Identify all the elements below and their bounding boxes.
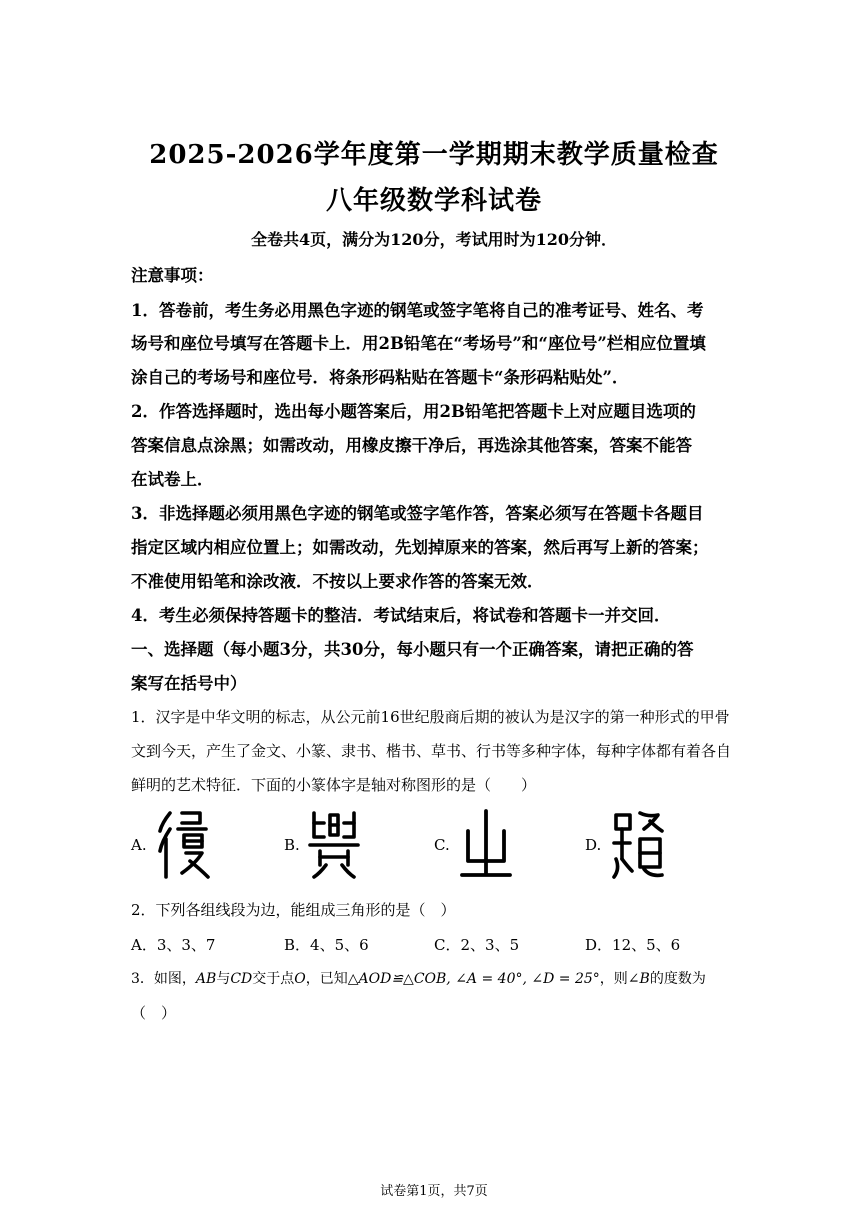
option-a-label: A. <box>131 836 147 854</box>
note-line: 4．考生必须保持答题卡的整洁．考试结束后，将试卷和答题卡一并交回． <box>131 606 671 625</box>
q3-text: ，已知 <box>305 971 348 987</box>
note-line: 不准使用铅笔和涂改液．不按以上要求作答的答案无效． <box>131 572 544 591</box>
note-line: 1．答卷前，考生务必用黑色字迹的钢笔或签字笔将自己的准考证号、姓名、考 <box>131 301 704 320</box>
question-1-text: 文到今天，产生了金文、小篆、隶书、楷书、草书、行书等多种字体，每种字体都有着各自 <box>131 742 732 760</box>
option-b-label: B. <box>284 836 300 854</box>
question-3-text <box>131 968 751 988</box>
q3-text: ，则 <box>599 971 628 987</box>
note-line: 3．非选择题必须用黑色字迹的钢笔或签字笔作答，答案必须写在答题卡各题目 <box>131 504 704 523</box>
question-3-paren: （ ） <box>131 1004 177 1022</box>
q3-condition: △AOD≌△COB, ∠A = 40°, ∠D = 25° <box>347 971 600 987</box>
note-line: 涂自己的考场号和座位号．将条形码粘贴在答题卡“条形码粘贴处”． <box>131 368 629 387</box>
question-1-text: 鲜明的艺术特征．下面的小篆体字是轴对称图形的是（ ） <box>131 776 537 794</box>
option-c-label: C. <box>434 836 450 854</box>
q3-suffix: 的度数为 <box>649 971 706 987</box>
q3-text: 交于点 <box>252 971 295 987</box>
q3-angle-b: ∠B <box>627 971 650 987</box>
section-heading-cont: 案写在括号中） <box>131 674 247 693</box>
exam-title: 2025-2026学年度第一学期期末教学质量检查 <box>149 140 719 170</box>
option-d-label: D. <box>585 836 602 854</box>
note-line: 在试卷上． <box>131 470 214 489</box>
q3-point-o: O <box>294 971 306 987</box>
q3-segment-cd: CD <box>230 971 253 987</box>
page-footer: 试卷第1页，共7页 <box>380 1184 488 1199</box>
seal-script-glyph-a <box>156 807 212 881</box>
section-heading: 一、选择题（每小题3分，共30分，每小题只有一个正确答案，请把正确的答 <box>131 640 694 659</box>
q3-text: 与 <box>216 971 231 987</box>
seal-script-glyph-c <box>458 807 514 881</box>
q3-segment-ab: AB <box>195 971 217 987</box>
seal-script-glyph-b <box>306 807 362 881</box>
q2-option-c: C．2、3、5 <box>434 936 520 954</box>
note-line: 答案信息点涂黑；如需改动，用橡皮擦干净后，再选涂其他答案，答案不能答 <box>131 436 692 455</box>
question-1-text: 1．汉字是中华文明的标志，从公元前16世纪殷商后期的被认为是汉字的第一种形式的甲骨 <box>131 708 730 726</box>
q2-option-a: A．3、3、7 <box>131 936 216 954</box>
q3-prefix: 3．如图， <box>131 971 196 987</box>
note-line: 场号和座位号填写在答题卡上．用2B铅笔在“考场号”和“座位号”栏相应位置填 <box>131 334 706 353</box>
notes-heading: 注意事项： <box>131 266 214 285</box>
note-line: 指定区域内相应位置上；如需改动，先划掉原来的答案，然后再写上新的答案； <box>131 538 709 557</box>
q2-option-d: D．12、5、6 <box>585 936 681 954</box>
exam-subject-title: 八年级数学科试卷 <box>325 186 542 216</box>
q2-option-b: B．4、5、6 <box>284 936 369 954</box>
exam-info: 全卷共4页，满分为120分，考试用时为120分钟． <box>251 230 617 249</box>
question-2-text: 2．下列各组线段为边，能组成三角形的是（ ） <box>131 901 456 919</box>
note-line: 2．作答选择题时，选出每小题答案后，用2B铅笔把答题卡上对应题目选项的 <box>131 402 696 421</box>
seal-script-glyph-d <box>610 807 666 881</box>
